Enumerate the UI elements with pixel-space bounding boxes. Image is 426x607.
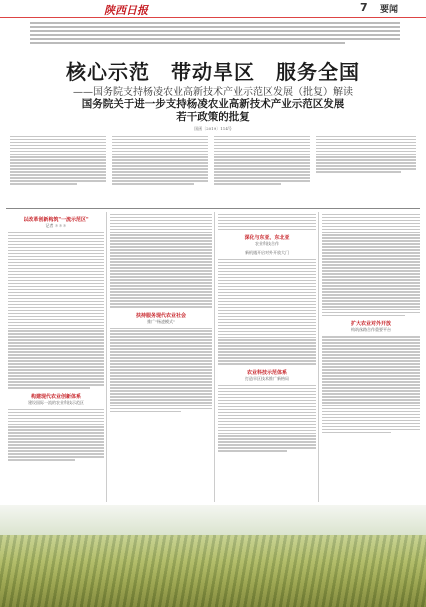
center-box-title-2: 农业科技合作 [255, 240, 279, 246]
section-label: 要闻 [380, 5, 399, 15]
left-column [8, 212, 104, 462]
section-divider [6, 208, 420, 209]
center-low-box-title-2: 推广"杨凌模式" [147, 318, 175, 324]
page-number: 7 [360, 1, 368, 14]
farmland-photo [0, 505, 426, 607]
lower-left-box-title-1: 构建现代农业创新体系 [30, 393, 81, 400]
center-left-column [110, 212, 212, 414]
document-title [40, 98, 386, 124]
newspaper-logo: 陕西日报 [104, 4, 148, 17]
sidebar-box-title: 以改革创新构筑"一流示范区" [23, 217, 89, 223]
right-box-title-2: 构筑丝路合作重要平台 [351, 327, 391, 333]
center-right-column [218, 212, 316, 453]
doc-column-3 [214, 134, 310, 186]
lower-left-box-title-2: 建设国际一流的农业科技示范区 [28, 399, 84, 405]
doc-column-2 [112, 134, 208, 186]
intro-paragraph [30, 20, 400, 50]
doc-column-1 [10, 134, 106, 186]
center-mid-box-title-2: 打造旱区技术推广新格局 [245, 375, 289, 381]
center-mid-box-title-1: 农业科技示范体系 [246, 369, 287, 376]
doc-column-4 [316, 134, 416, 174]
column-rule [214, 212, 215, 502]
column-rule [318, 212, 319, 502]
document-number: 国函〔2019〕114号 [194, 126, 232, 131]
sidebar-box-byline: 记者 ＊＊＊ [45, 223, 67, 228]
center-box-title-3: 新机遇开启对外开放大门 [245, 249, 289, 255]
right-box-title-1: 扩大农业对外开放 [350, 321, 391, 328]
page-headline: 核心示范 带动旱区 服务全国 [66, 60, 360, 84]
page-subheadline: ——国务院支持杨凌农业高新技术产业示范区发展（批复）解读 [73, 87, 353, 98]
center-low-box-title-1: 扶持服务现代农业社会 [135, 312, 186, 319]
masthead [0, 0, 426, 18]
column-rule [106, 212, 107, 502]
right-column [322, 212, 420, 435]
center-box-title-1: 深化与东亚、东北亚 [244, 234, 290, 241]
document-title-line2: 若干政策的批复 [176, 111, 250, 123]
document-title-line1: 国务院关于进一步支持杨凌农业高新技术产业示范区发展 [81, 98, 345, 110]
